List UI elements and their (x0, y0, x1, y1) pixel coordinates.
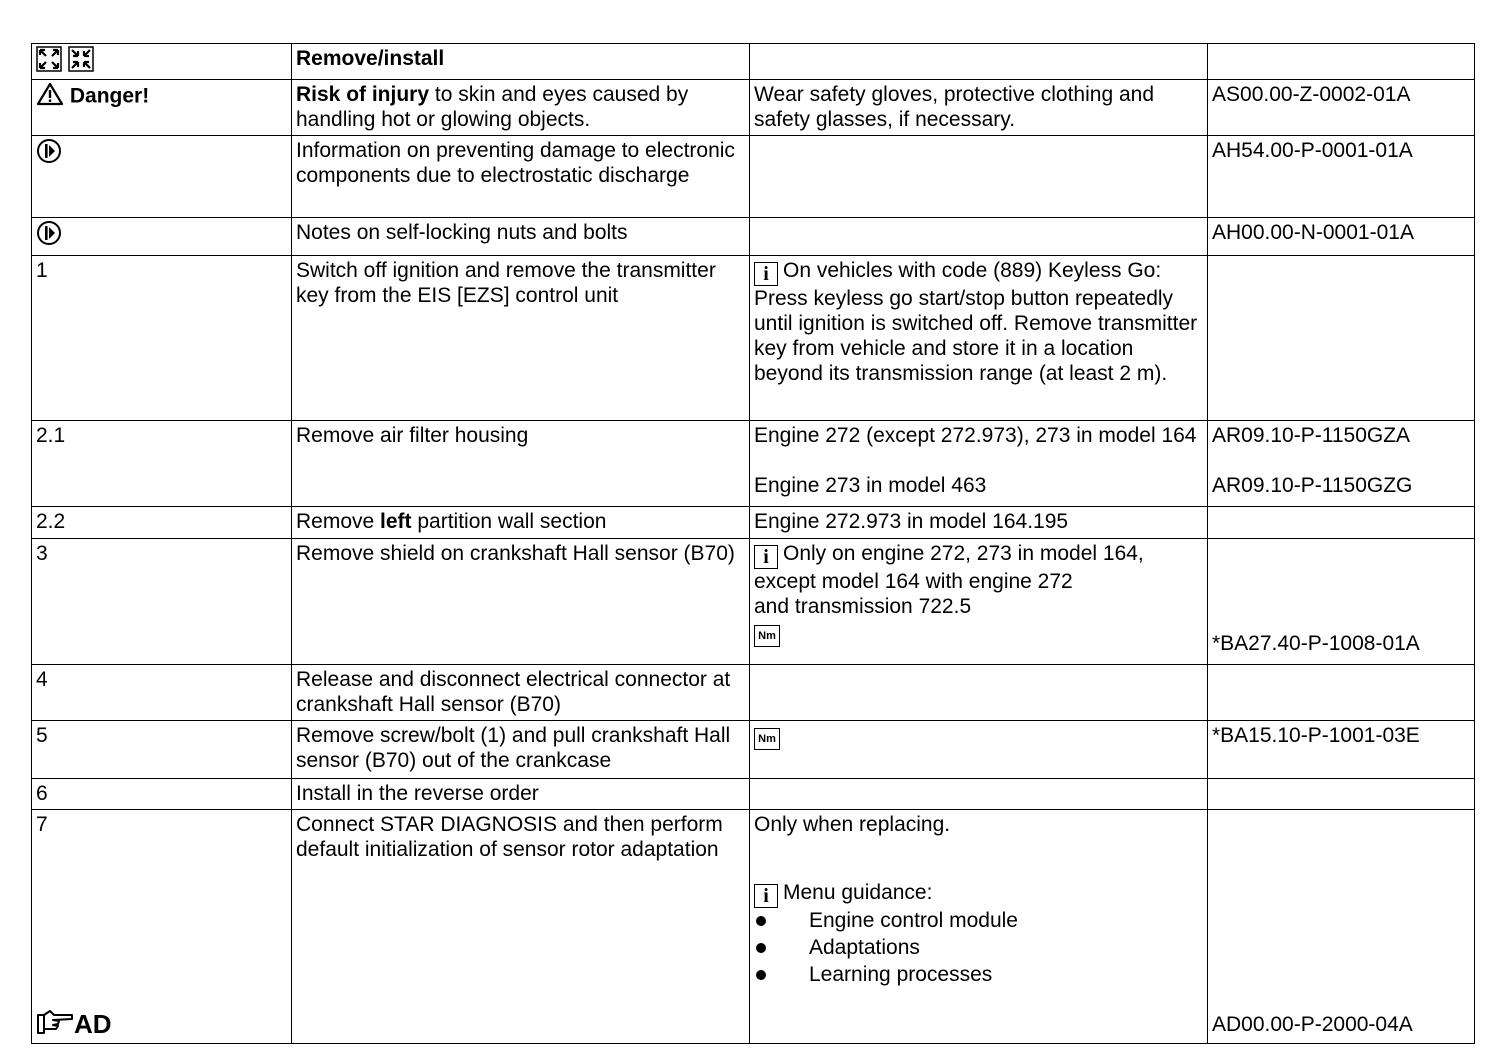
note-ref-link[interactable]: AH00.00-N-0001-01A (1208, 218, 1475, 256)
info-text: Only on engine 272, 273 in model 164, (783, 542, 1144, 565)
step-info-cell (750, 256, 1208, 421)
torque-nm-icon[interactable]: Nm (754, 625, 780, 647)
note-icon-cell (32, 136, 292, 218)
step-text: Switch off ignition and remove the transmitter key from the EIS [EZS] control unit (292, 256, 750, 421)
note-icon-cell (32, 218, 292, 256)
step-number: 6 (32, 779, 292, 810)
condition-text: Engine 272.973 in model 164.195 (750, 507, 1208, 539)
step-row (32, 421, 1475, 507)
step-number-cell (32, 810, 292, 1044)
menu-guidance-label: Menu guidance: (783, 881, 933, 904)
header-row (32, 44, 1475, 80)
step-number: 1 (32, 256, 292, 421)
pointing-hand-icon (36, 1009, 74, 1039)
header-empty-cell (1208, 44, 1475, 80)
step-number: 7 (36, 813, 48, 836)
note-circle-icon (36, 138, 62, 170)
condition-text: Only when replacing. (754, 813, 951, 836)
step-empty-cell (750, 779, 1208, 810)
step-row (32, 539, 1475, 665)
note-text: Notes on self-locking nuts and bolts (292, 218, 750, 256)
step-text: Release and disconnect electrical connector at crankshaft Hall sensor (B70) (292, 665, 750, 721)
step-row (32, 721, 1475, 779)
step-number: 3 (32, 539, 292, 665)
step-info-cell (750, 810, 1208, 1044)
step-number: 2.1 (32, 421, 292, 507)
step-torque-cell (750, 721, 1208, 779)
menu-item (754, 908, 1203, 933)
condition-text: Engine 273 in model 463 (754, 474, 987, 497)
note-text: Information on preventing damage to electronic components due to electrostatic discharge (292, 136, 750, 218)
step-text: Remove air filter housing (292, 421, 750, 507)
ref-link[interactable]: *BA15.10-P-1001-03E (1208, 721, 1475, 779)
step-text: Connect STAR DIAGNOSIS and then perform default initialization of sensor rotor adaptation (292, 810, 750, 1044)
step-text: partition wall section (411, 510, 607, 533)
menu-item-text: Learning processes (809, 963, 993, 986)
collapse-arrows-icon[interactable] (68, 46, 94, 78)
page-title: Remove/install (292, 44, 750, 80)
step-text-cell (292, 507, 750, 539)
ad-label: AD (74, 1008, 112, 1039)
menu-item-text: Engine control module (809, 909, 1018, 932)
step-text: Remove (296, 510, 381, 533)
step-empty-cell (1208, 779, 1475, 810)
menu-item (754, 935, 1203, 960)
step-empty-cell (750, 665, 1208, 721)
step-empty-cell (1208, 507, 1475, 539)
step-row (32, 665, 1475, 721)
ref-link[interactable]: AR09.10-P-1150GZA (1212, 424, 1411, 447)
note-empty-cell (750, 218, 1208, 256)
info-box-icon: i (754, 262, 778, 286)
expand-arrows-icon[interactable] (36, 46, 62, 78)
step-text: Install in the reverse order (292, 779, 750, 810)
danger-measure: Wear safety gloves, protective clothing and safety glasses, if necessary. (750, 80, 1208, 136)
danger-row (32, 80, 1475, 136)
step-ref-cell (1208, 810, 1475, 1044)
ad-pointer[interactable] (36, 1009, 112, 1039)
step-number: 4 (32, 665, 292, 721)
ref-link[interactable]: *BA27.40-P-1008-01A (1212, 632, 1420, 655)
step-row (32, 810, 1475, 1044)
bullet-dot (756, 943, 766, 953)
info-text: On vehicles with code (889) Keyless Go: (783, 259, 1162, 282)
step-text: Remove screw/bolt (1) and pull crankshaft Hall sensor (B70) out of the crankcase (292, 721, 750, 779)
info-box-icon: i (754, 545, 778, 569)
note-row (32, 218, 1475, 256)
step-empty-cell (1208, 665, 1475, 721)
risk-text: to skin and eyes caused by handling hot or glowing objects. (296, 83, 689, 131)
danger-label: Danger! (69, 84, 150, 108)
info-text: and transmission 722.5 (754, 595, 972, 618)
step-row (32, 256, 1475, 421)
torque-nm-icon[interactable]: Nm (754, 728, 780, 750)
danger-cell (32, 80, 292, 136)
danger-risk-cell (292, 80, 750, 136)
danger-ref-link[interactable]: AS00.00-Z-0002-01A (1208, 80, 1475, 136)
info-box-icon: i (754, 884, 778, 908)
menu-item (754, 962, 1203, 987)
step-ref-cell (1208, 421, 1475, 507)
header-empty-cell (750, 44, 1208, 80)
header-icons-cell (32, 44, 292, 80)
condition-text: Engine 272 (except 272.973), 273 in model 164 (754, 424, 1197, 447)
bullet-dot (756, 916, 766, 926)
note-circle-icon (36, 220, 62, 252)
ref-link[interactable]: AD00.00-P-2000-04A (1212, 1013, 1413, 1036)
step-info-cell (750, 539, 1208, 665)
step-text-bold: left (380, 510, 412, 533)
step-empty-cell (1208, 256, 1475, 421)
ref-link[interactable]: AR09.10-P-1150GZG (1212, 474, 1413, 497)
note-ref-link[interactable]: AH54.00-P-0001-01A (1208, 136, 1475, 218)
risk-bold-text: Risk of injury (296, 83, 430, 106)
info-text: Press keyless go start/stop button repeatedly until ignition is switched off. Remove transmitter key from vehicle and store it in a location beyond its transmission range (at least 2 m). (754, 287, 1198, 385)
note-row (32, 136, 1475, 218)
step-condition-cell (750, 421, 1208, 507)
procedure-table (31, 43, 1475, 1044)
info-text: except model 164 with engine 272 (754, 570, 1073, 593)
warning-triangle-icon (36, 82, 64, 112)
step-row (32, 507, 1475, 539)
note-empty-cell (750, 136, 1208, 218)
step-number: 5 (32, 721, 292, 779)
step-row (32, 779, 1475, 810)
bullet-dot (756, 970, 766, 980)
step-text: Remove shield on crankshaft Hall sensor (B70) (292, 539, 750, 665)
menu-item-text: Adaptations (809, 936, 920, 959)
step-ref-cell (1208, 539, 1475, 665)
step-number: 2.2 (32, 507, 292, 539)
